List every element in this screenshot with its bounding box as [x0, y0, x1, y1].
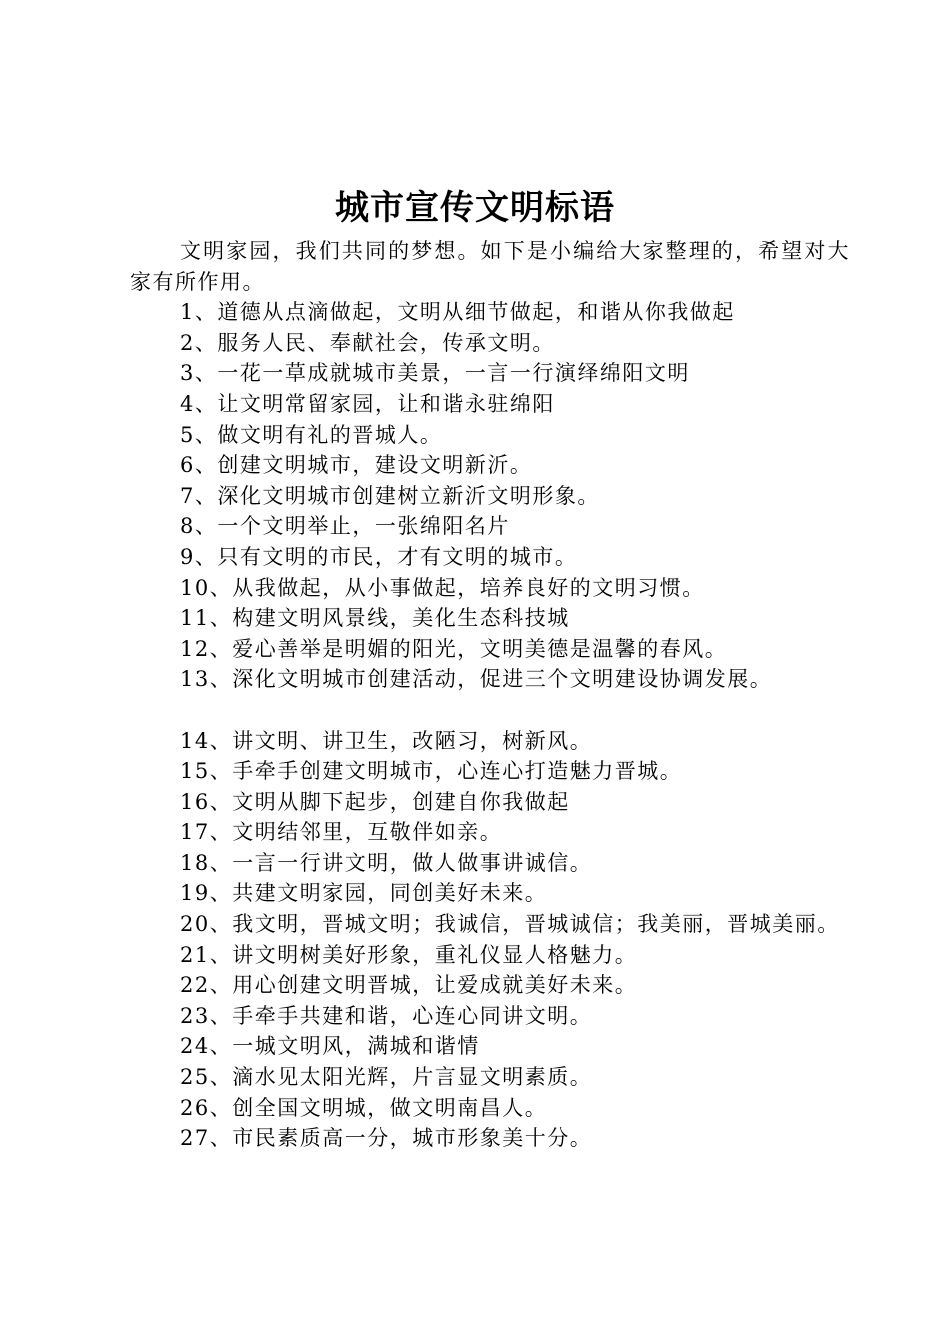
- slogan-item-8: 8、一个文明举止，一张绵阳名片: [180, 514, 510, 539]
- slogan-item-1: 1、道德从点滴做起，文明从细节做起，和谐从你我做起: [180, 300, 735, 325]
- slogan-item-10: 10、从我做起，从小事做起，培养良好的文明习惯。: [180, 575, 705, 600]
- document-body: [130, 236, 850, 1154]
- slogan-item-24: 24、一城文明风，满城和谐情: [180, 1034, 480, 1059]
- slogan-item-21: 21、讲文明树美好形象，重礼仪显人格魅力。: [180, 942, 638, 967]
- slogan-item-12: 12、爱心善举是明媚的阳光，文明美德是温馨的春风。: [180, 636, 728, 661]
- slogan-item-22: 22、用心创建文明晋城，让爱成就美好未来。: [180, 973, 638, 998]
- slogan-item-9: 9、只有文明的市民，才有文明的城市。: [180, 544, 578, 569]
- document-title: 城市宣传文明标语: [335, 188, 615, 228]
- slogan-item-3: 3、一花一草成就城市美景，一言一行演绎绵阳文明: [180, 361, 690, 386]
- slogan-item-5: 5、做文明有礼的晋城人。: [180, 422, 443, 447]
- slogan-item-25: 25、滴水见太阳光辉，片言显文明素质。: [180, 1065, 593, 1090]
- slogan-item-23: 23、手牵手共建和谐，心连心同讲文明。: [180, 1003, 593, 1028]
- slogan-item-14: 14、讲文明、讲卫生，改陋习，树新风。: [180, 728, 593, 753]
- slogan-item-20: 20、我文明，晋城文明；我诚信，晋城诚信；我美丽，晋城美丽。: [180, 912, 840, 937]
- slogan-item-15: 15、手牵手创建文明城市，心连心打造魅力晋城。: [180, 759, 683, 784]
- slogan-item-27: 27、市民素质高一分，城市形象美十分。: [180, 1126, 593, 1151]
- slogan-item-7: 7、深化文明城市创建树立新沂文明形象。: [180, 483, 600, 508]
- slogan-item-18: 18、一言一行讲文明，做人做事讲诚信。: [180, 850, 593, 875]
- slogan-item-26: 26、创全国文明城，做文明南昌人。: [180, 1095, 548, 1120]
- paragraph-gap: [130, 695, 850, 726]
- slogan-item-11: 11、构建文明风景线，美化生态科技城: [180, 606, 570, 631]
- slogan-item-2: 2、服务人民、奉献社会，传承文明。: [180, 330, 555, 355]
- slogan-item-19: 19、共建文明家园，同创美好未来。: [180, 881, 548, 906]
- slogan-item-17: 17、文明结邻里，互敬伴如亲。: [180, 820, 503, 845]
- slogan-item-13: 13、深化文明城市创建活动，促进三个文明建设协调发展。: [180, 667, 773, 692]
- intro-paragraph: 文明家园，我们共同的梦想。如下是小编给大家整理的，希望对大家有所作用。: [130, 239, 850, 294]
- slogan-item-6: 6、创建文明城市，建设文明新沂。: [180, 453, 533, 478]
- slogan-item-4: 4、让文明常留家园，让和谐永驻绵阳: [180, 391, 555, 416]
- slogan-item-16: 16、文明从脚下起步，创建自你我做起: [180, 789, 570, 814]
